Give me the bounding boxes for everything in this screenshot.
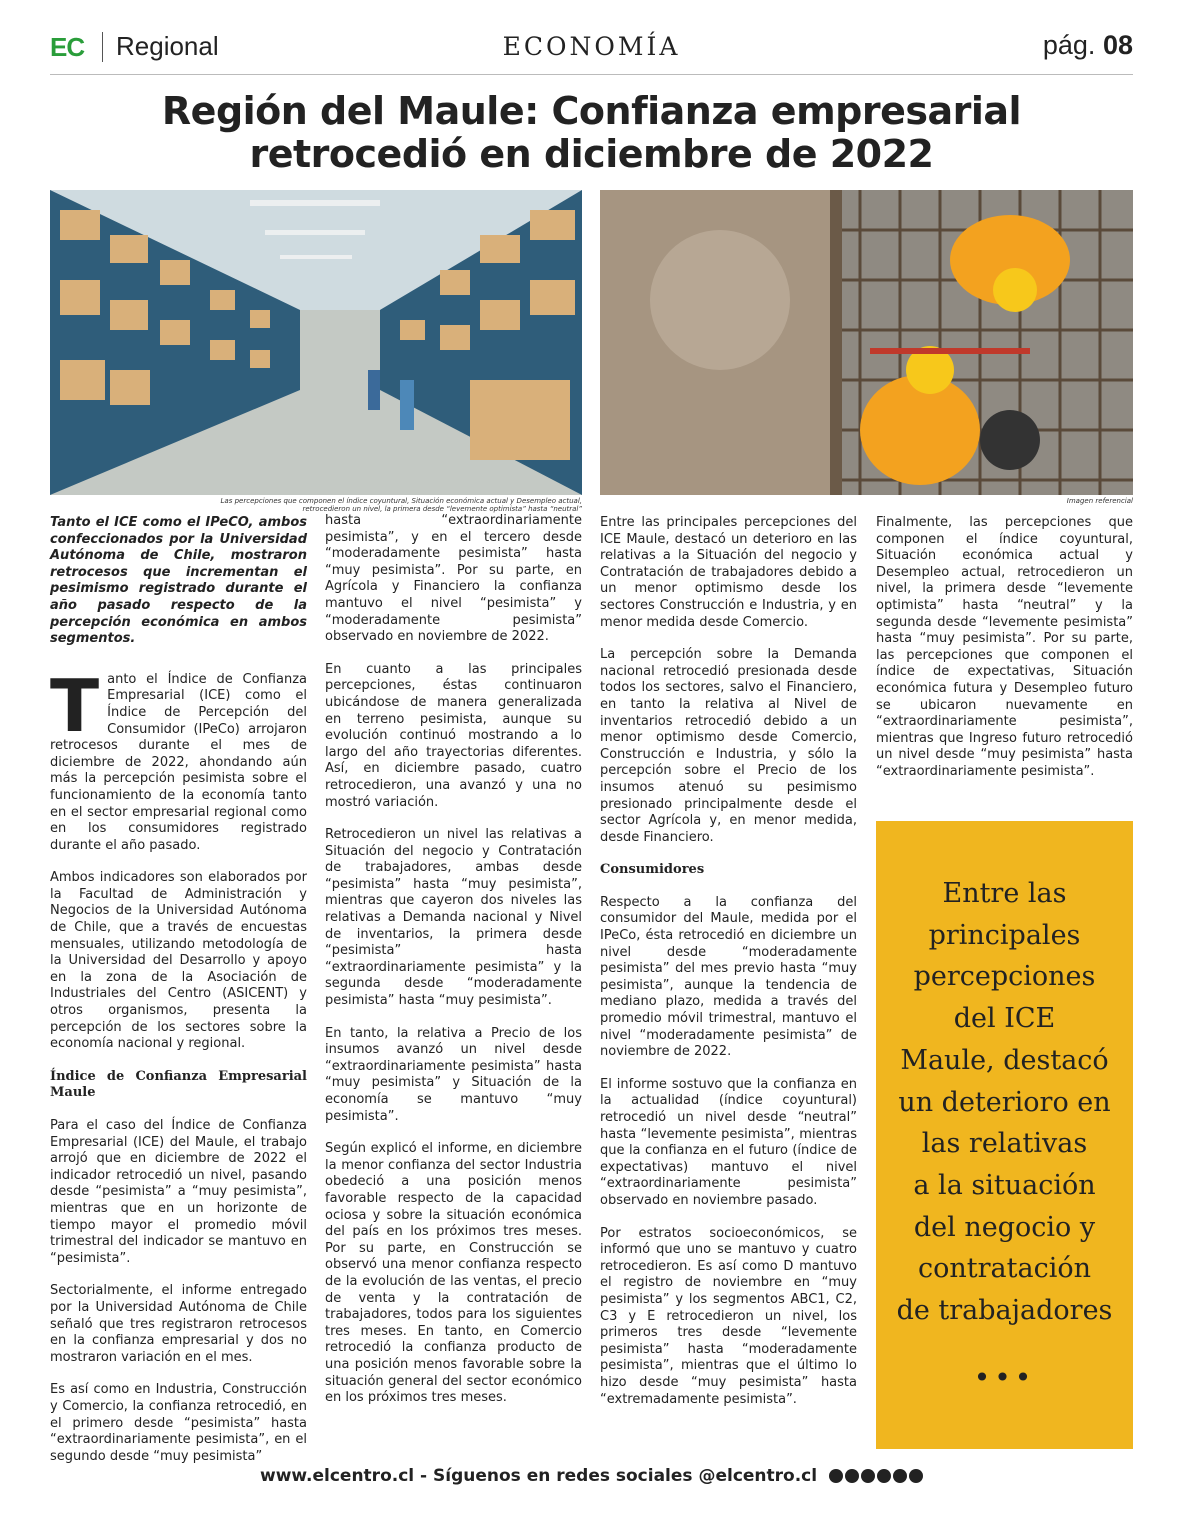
quote-line: Maule, destacó — [900, 1044, 1109, 1076]
paragraph: Ambos indicadores son elaborados por la Facultad de Administración y Negocios de la Universidad Autónoma de Chile, que a través de encuestas mensuales, utilizando metodología de la Universidad del Desarrollo y apoyo en la zona de la Asociación de Industriales del Centro (ASICENT) y otros organismos, presenta la percepción de los sectores sobre la economía nacional y regional. — [50, 870, 307, 1052]
youtube-icon[interactable] — [861, 1469, 875, 1483]
quote-line: Entre las — [942, 878, 1067, 909]
paragraph: Entre las principales percepciones del ICE Maule, destacó un deterioro en las relativas a la Situación del negocio y Contratación de trabajadores debido a un menor optimismo desde los sectores Construcción e Industria, y en menor medida desde Comercio. — [600, 515, 857, 630]
logo[interactable]: EC — [50, 32, 85, 62]
quote-line: del negocio y — [913, 1211, 1096, 1243]
quote-line: de trabajadores — [896, 1295, 1113, 1327]
page-number-value: 08 — [1102, 30, 1133, 60]
section-label: Regional — [116, 31, 219, 61]
quote-line: a la situación — [913, 1169, 1096, 1201]
page-header — [50, 28, 1133, 70]
pull-quote — [876, 821, 1133, 1449]
paragraph — [50, 663, 307, 855]
paragraph: En tanto, la relativa a Precio de los insumos avanzó un nivel desde “extraordinariamente pesimista” hasta “muy pesimista” y Situación de la economía se mantuvo “muy pesimista”. — [325, 1025, 582, 1124]
category-label: ECONOMÍA — [502, 32, 681, 61]
paragraph: Retrocedieron un nivel las relativas a Situación del negocio y Contratación de trabajadores, ambas desde “pesimista” hasta “muy pesimista”, mientras que cayeron dos niveles las relativas a Demanda nacional y Nivel de inventarios, la primera desde “pesimista” hasta “extraordinariamente pesimista” y la segunda desde “moderadamente pesimista” hasta “muy pesimista”. — [325, 827, 582, 1009]
headline-line-1: Región del Maule: Confianza empresarial — [161, 89, 1022, 133]
tiktok-icon[interactable] — [909, 1469, 923, 1483]
page-label: pág. — [1042, 30, 1096, 60]
paragraph: Para el caso del Índice de Confianza Empresarial (ICE) del Maule, el trabajo arrojó que en diciembre de 2022 el indicador retrocedió un nivel, pasando desde “pesimista” a “muy pesimista”, mientras que en un horizonte de tiempo mayor el promedio móvil trimestral del indicador se mantuvo en “pesimista”. — [50, 1118, 307, 1266]
headline — [50, 90, 1133, 176]
dropcap: T — [50, 663, 100, 748]
quote-line: del ICE — [953, 1003, 1056, 1035]
paragraph: Por estratos socioeconómicos, se informó que uno se mantuvo y cuatro retrocedieron. Es así como D mantuvo el registro de noviembre en “muy pesimista” y los segmentos ABC1, C2, C3 y E retrocedieron un nivel, los primeros tres desde “levemente pesimista” hasta “moderadamente pesimista”, mientras que el último lo hizo desde “muy pesimista” hasta “extremadamente pesimista”. — [600, 1225, 857, 1407]
header-rule — [50, 74, 1133, 75]
warehouse-photo — [50, 190, 582, 495]
footer-text: www.elcentro.cl - Síguenos en redes sociales @elcentro.cl — [260, 1466, 818, 1486]
paragraph: hasta “extraordinariamente pesimista”, y en el tercero desde “moderadamente pesimista” hasta “muy pesimista”. Por su parte, en Agrícola y Financiero la confianza mantuvo el nivel “pesimista” y “moderadamente pesimista” observado en noviembre de 2022. — [325, 513, 582, 645]
paragraph: La percepción sobre la Demanda nacional retrocedió presionada desde todos los sectores, salvo el Financiero, en tanto la relativa al Nivel de inventarios retrocedió debido a un menor optimismo desde Comercio, Construcción e Industria, y sólo la percepción sobre el Precio de los insumos atenuó su pesimismo presionado principalmente desde el sector Agrícola y, en menor medida, desde Financiero. — [600, 647, 857, 845]
spotify-icon[interactable] — [893, 1469, 907, 1483]
quote-line: percepciones — [913, 961, 1096, 993]
photo-caption-2: Imagen referencial — [1066, 497, 1133, 505]
caption-line-1: Las percepciones que componen el índice coyuntural, Situación económica actual y Desempleo actual, — [220, 497, 582, 505]
page-footer — [0, 1466, 1185, 1486]
article-column-4 — [876, 515, 1133, 797]
twitter-icon[interactable] — [877, 1469, 891, 1483]
article-column-2 — [325, 513, 582, 1423]
headline-line-2: retrocedió en diciembre de 2022 — [249, 132, 934, 176]
social-icons — [829, 1466, 925, 1486]
quote-line: un deterioro en — [898, 1086, 1111, 1118]
quote-line: las relativas — [921, 1128, 1088, 1160]
facebook-icon[interactable] — [829, 1469, 843, 1483]
quote-line: contratación — [918, 1253, 1091, 1285]
quote-line: principales — [928, 919, 1081, 951]
paragraph: Sectorialmente, el informe entregado por la Universidad Autónoma de Chile señaló que tres registraron retrocesos en la confianza empresarial y dos no mostraron variación en el mes. — [50, 1283, 307, 1365]
paragraph: El informe sostuvo que la confianza en la actualidad (índice coyuntural) retrocedió un nivel desde “neutral” hasta “levemente pesimista”, mientras que la confianza en el futuro (índice de expectativas) mantuvo el nivel “extraordinariamente pesimista” observado en noviembre pasado. — [600, 1076, 857, 1208]
paragraph: Es así como en Industria, Construcción y Comercio, la confianza retrocedió, en el primero desde “pesimista” hasta “extraordinariamente pesimista”, en el segundo desde “muy pesimista” — [50, 1382, 307, 1464]
paragraph: Finalmente, las percepciones que componen el índice coyuntural, Situación económica actual y Desempleo actual, retrocedieron un nivel, la primera desde “levemente optimista” hasta “neutral” y la segunda desde “levemente pesimista” hasta “muy pesimista”. Por su parte, las percepciones que componen el índice de expectativas, Situación económica futura y Desempleo futuro se ubicaron nuevamente en “extraordinariamente pesimista”, mientras que Ingreso futuro retrocedió un nivel desde “muy pesimista” hasta “extraordinariamente pesimista”. — [876, 515, 1133, 779]
paragraph: Según explicó el informe, en diciembre la menor confianza del sector Industria obedeció a una posición menos favorable respecto de la capacidad ociosa y sobre la situación económica del país en los próximos tres meses. Por su parte, en Construcción se observó una menor confianza respecto de la evolución de las ventas, el precio de venta y la contratación de trabajadores, todos para los siguientes tres meses. En tanto, en Comercio retrocedió la confianza producto de una posición menos favorable sobre la situación general del sector económico en los próximos tres meses. — [325, 1141, 582, 1406]
paragraph-text: anto el Índice de Confianza Empresarial (ICE) como el Índice de Percepción del Consumidor (IPeCo) arrojaron retrocesos durante el mes de diciembre de 2022, ahondando aún más la percepción pesimista sobre el funcionamiento de la economía tanto en el sector empresarial regional como en los consumidores registrado durante el año pasado. — [50, 671, 307, 853]
subheading: Índice de Confianza Empresarial Maule — [50, 1068, 307, 1101]
paragraph: En cuanto a las principales percepciones, éstas continuaron ubicándose de manera generalizada en terreno pesimista, aunque su evolución continuó mostrando a lo largo del año trayectorias diferentes. Así, en diciembre pasado, cuatro retrocedieron, una avanzó y una no mostró variación. — [325, 661, 582, 810]
ellipsis-dots: ••• — [973, 1361, 1036, 1394]
caption-line-2: retrocedieron un nivel, la primera desde “levemente optimista” hasta “neutral” — [302, 505, 582, 513]
pull-quote-text — [876, 873, 1133, 1332]
photo-caption — [50, 497, 582, 513]
instagram-icon[interactable] — [845, 1469, 859, 1483]
article-column-3 — [600, 515, 857, 1424]
article-lede: Tanto el ICE como el IPeCO, ambos confeccionados por la Universidad Autónoma de Chile, mostraron retrocesos que incrementan el pesimismo registrado durante el año pasado respecto de la percepción económica en ambos segmentos. — [50, 515, 307, 647]
construction-photo — [600, 190, 1133, 495]
subheading: Consumidores — [600, 862, 705, 878]
page-number — [1043, 30, 1133, 61]
article-column-1 — [50, 515, 307, 1481]
paragraph: Respecto a la confianza del consumidor del Maule, medida por el IPeCo, ésta retrocedió en diciembre un nivel desde “moderadamente pesimista” del mes previo hasta “muy pesimista”, aunque la tendencia de mediano plazo, medida a través del promedio móvil trimestral, mantuvo el nivel “moderadamente pesimista” de noviembre de 2022. — [600, 894, 857, 1060]
